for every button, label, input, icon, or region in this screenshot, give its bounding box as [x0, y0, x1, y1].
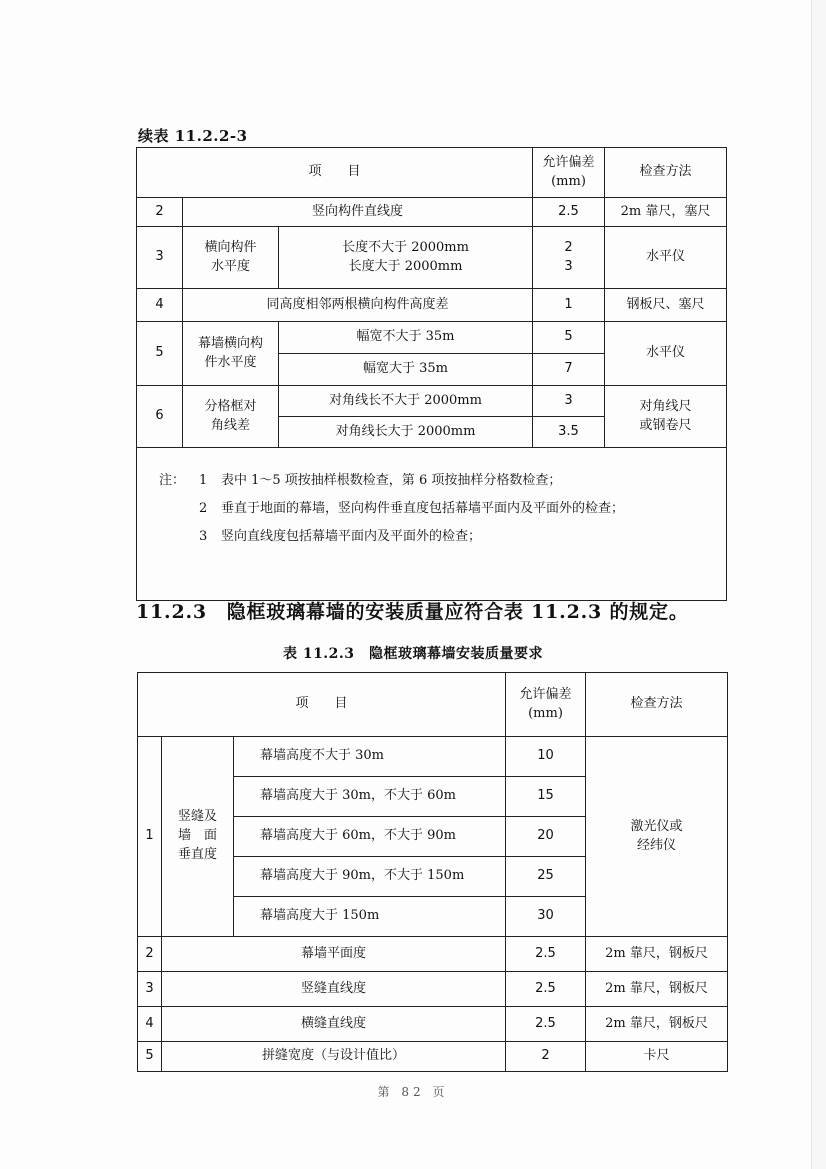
- row-number: 3: [138, 972, 162, 1007]
- row-tolerance: 5: [533, 322, 605, 354]
- table-row: [138, 1007, 728, 1042]
- notes-cell: [137, 448, 727, 601]
- header-method: 检查方法: [586, 673, 728, 737]
- table-11-2-2-3-continued: [136, 147, 727, 601]
- row-group: 竖缝及 墙 面 垂直度: [162, 737, 234, 937]
- row-item: 幕墙高度不大于 30m: [234, 737, 506, 777]
- row-item: 幕墙高度大于 30m，不大于 60m: [234, 777, 506, 817]
- header-item: 项 目: [138, 673, 506, 737]
- row-item: 幕墙高度大于 60m，不大于 90m: [234, 817, 506, 857]
- row-item: 竖缝直线度: [162, 972, 506, 1007]
- row-item: 幕墙平面度: [162, 937, 506, 972]
- table-row: [138, 737, 728, 777]
- table-row: [138, 972, 728, 1007]
- row-method: 水平仪: [605, 227, 727, 289]
- row-tolerance: 2: [506, 1042, 586, 1072]
- table-header-row: [138, 673, 728, 737]
- header-tolerance: 允许偏差 (mm): [533, 148, 605, 198]
- row-item: 竖向构件直线度: [183, 198, 533, 227]
- row-tolerance: 2.5: [506, 937, 586, 972]
- row-method: 水平仪: [605, 322, 727, 386]
- row-method: 2m 靠尺，塞尺: [605, 198, 727, 227]
- note-line: [159, 528, 726, 547]
- note-text: 垂直于地面的幕墙，竖向构件垂直度包括幕墙平面内及平面外的检查；: [221, 500, 625, 516]
- table-row: [137, 322, 727, 354]
- row-tolerance: 25: [506, 857, 586, 897]
- note-text: 竖向直线度包括幕墙平面内及平面外的检查；: [221, 528, 482, 544]
- row-tolerance: 15: [506, 777, 586, 817]
- row-tolerance: 2.5: [533, 198, 605, 227]
- table-caption: 续表 11.2.2-3: [138, 127, 248, 145]
- page-edge: [811, 0, 826, 1169]
- header-item: 项 目: [137, 148, 533, 198]
- row-tolerance: 10: [506, 737, 586, 777]
- row-group: 分格框对 角线差: [183, 386, 279, 448]
- table-row: [137, 227, 727, 289]
- note-number: 2: [199, 500, 208, 516]
- row-tolerance: 3: [533, 386, 605, 417]
- section-heading: 11.2.3 隐框玻璃幕墙的安装质量应符合表 11.2.3 的规定。: [136, 601, 689, 623]
- row-number: 1: [138, 737, 162, 937]
- row-tolerance: 2 3: [533, 227, 605, 289]
- notes-row: [137, 448, 727, 601]
- row-method: 2m 靠尺，钢板尺: [586, 972, 728, 1007]
- row-number: 5: [138, 1042, 162, 1072]
- header-tolerance: 允许偏差 (mm): [506, 673, 586, 737]
- row-number: 4: [137, 289, 183, 322]
- row-item: 幅宽大于 35m: [279, 354, 533, 386]
- row-number: 6: [137, 386, 183, 448]
- header-method: 检查方法: [605, 148, 727, 198]
- row-group: 横向构件 水平度: [183, 227, 279, 289]
- row-tolerance: 2.5: [506, 1007, 586, 1042]
- row-method: 卡尺: [586, 1042, 728, 1072]
- row-tolerance: 2.5: [506, 972, 586, 1007]
- row-item: 拼缝宽度（与设计值比）: [162, 1042, 506, 1072]
- row-method: 2m 靠尺，钢板尺: [586, 1007, 728, 1042]
- row-item: 对角线长不大于 2000mm: [279, 386, 533, 417]
- table-row: [138, 1042, 728, 1072]
- row-number: 3: [137, 227, 183, 289]
- table-row: [137, 198, 727, 227]
- row-tolerance: 7: [533, 354, 605, 386]
- row-group: 幕墙横向构 件水平度: [183, 322, 279, 386]
- note-line: [159, 500, 726, 519]
- table-row: [138, 937, 728, 972]
- note-number: 3: [199, 528, 208, 544]
- row-method: 2m 靠尺，钢板尺: [586, 937, 728, 972]
- row-item: 幕墙高度大于 90m，不大于 150m: [234, 857, 506, 897]
- page-number: 第 82 页: [377, 1085, 449, 1099]
- table-11-2-3: [137, 672, 728, 1072]
- table-row: [137, 289, 727, 322]
- row-tolerance: 3.5: [533, 417, 605, 448]
- row-number: 4: [138, 1007, 162, 1042]
- note-number: 1: [199, 473, 208, 488]
- row-number: 2: [138, 937, 162, 972]
- row-item: 长度不大于 2000mm 长度大于 2000mm: [279, 227, 533, 289]
- row-item: 幅宽不大于 35m: [279, 322, 533, 354]
- row-tolerance: 20: [506, 817, 586, 857]
- row-tolerance: 30: [506, 897, 586, 937]
- row-method: 钢板尺、塞尺: [605, 289, 727, 322]
- row-item: 同高度相邻两根横向构件高度差: [183, 289, 533, 322]
- table-header-row: [137, 148, 727, 198]
- row-item: 横缝直线度: [162, 1007, 506, 1042]
- row-method: 对角线尺 或钢卷尺: [605, 386, 727, 448]
- note-text: 表中 1～5 项按抽样根数检查，第 6 项按抽样分格数检查；: [221, 473, 562, 488]
- row-item: 幕墙高度大于 150m: [234, 897, 506, 937]
- table-title: 表 11.2.3 隐框玻璃幕墙安装质量要求: [282, 646, 544, 662]
- table-row: [137, 386, 727, 417]
- row-tolerance: 1: [533, 289, 605, 322]
- note-line: [159, 472, 726, 491]
- note-prefix: 注：: [159, 473, 186, 488]
- row-method: 激光仪或 经纬仪: [586, 737, 728, 937]
- row-number: 2: [137, 198, 183, 227]
- row-number: 5: [137, 322, 183, 386]
- row-item: 对角线长大于 2000mm: [279, 417, 533, 448]
